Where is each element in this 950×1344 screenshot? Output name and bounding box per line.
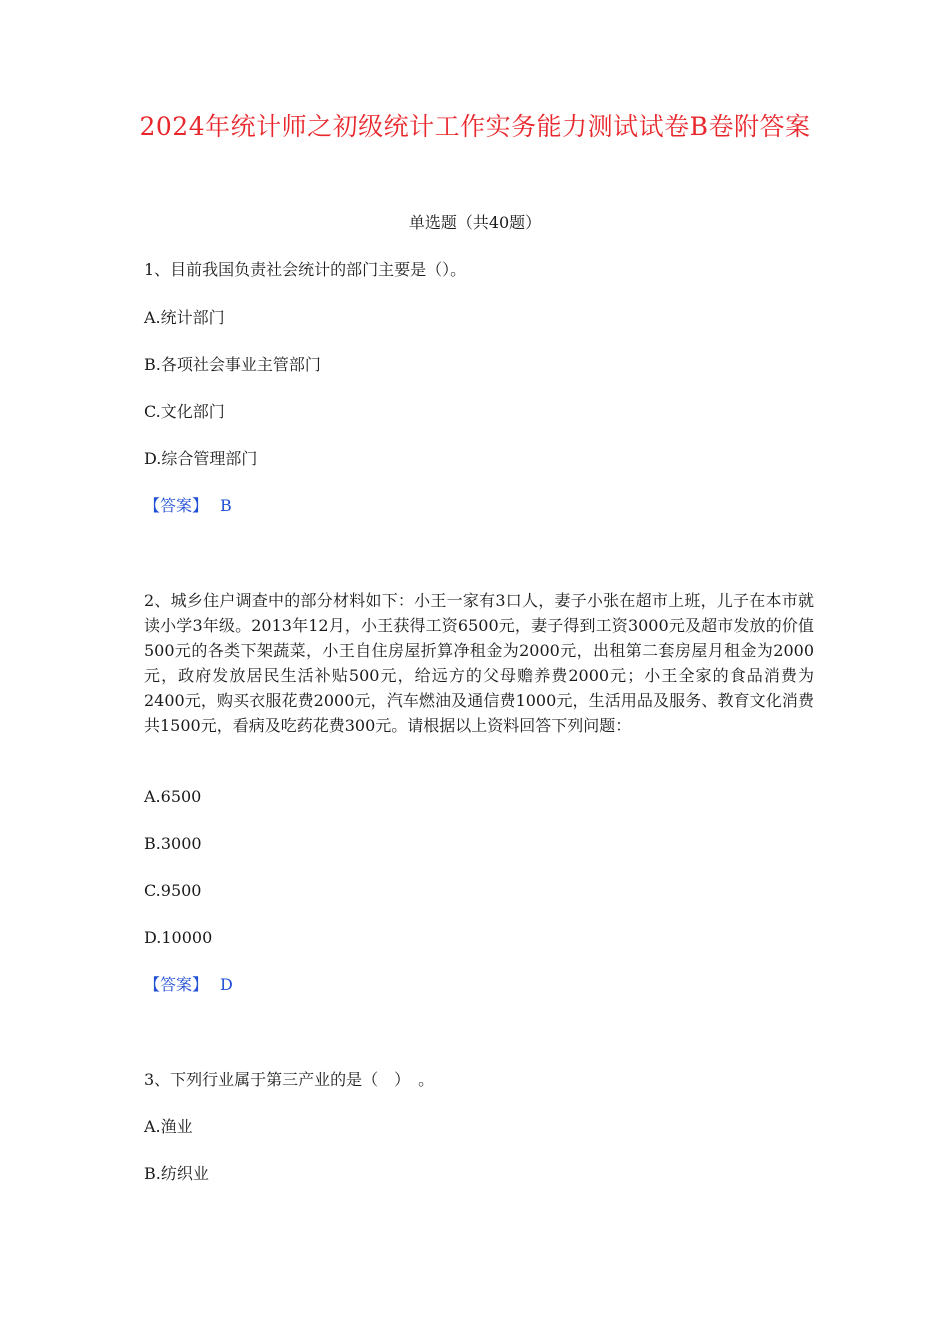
question-2-option-a: A.6500	[144, 787, 202, 806]
question-3-option-b: B.纺织业	[144, 1164, 209, 1183]
question-2-option-c: C.9500	[144, 881, 202, 900]
question-2-answer	[144, 973, 233, 997]
answer-label: 【答案】	[144, 496, 209, 515]
question-1-option-a: A.统计部门	[144, 308, 225, 327]
question-3-option-a: A.渔业	[144, 1117, 193, 1136]
answer-value: B	[220, 496, 232, 515]
question-1-stem: 1、目前我国负责社会统计的部门主要是（）。	[144, 260, 467, 279]
answer-value: D	[220, 975, 233, 994]
question-2-option-d: D.10000	[144, 928, 213, 947]
question-1-option-d: D.综合管理部门	[144, 449, 258, 468]
question-1-option-b: B.各项社会事业主管部门	[144, 355, 321, 374]
document-title: 2024年统计师之初级统计工作实务能力测试试卷B卷附答案	[139, 112, 811, 141]
answer-label: 【答案】	[144, 975, 209, 994]
question-2-stem: 2、城乡住户调查中的部分材料如下：小王一家有3口人，妻子小张在超市上班，儿子在本市就读小学3年级。2013年12月，小王获得工资6500元，妻子得到工资3000元及超市发放的价值500元的各类下架蔬菜，小王自住房屋折算净租金为2000元，出租第二套房屋月租金为2000元，政府发放居民生活补贴500元，给远方的父母赡养费2000元；小王全家的食品消费为2400元，购买衣服花费2000元，汽车燃油及通信费1000元，生活用品及服务、教育文化消费共1500元，看病及吃药花费300元。请根据以上资料回答下列问题：	[144, 591, 814, 735]
question-2-option-b: B.3000	[144, 834, 202, 853]
question-1-option-c: C.文化部门	[144, 402, 225, 421]
question-1-answer	[144, 494, 232, 518]
question-3-stem: 3、下列行业属于第三产业的是（ ） 。	[144, 1070, 435, 1089]
section-heading: 单选题（共40题）	[408, 213, 542, 232]
